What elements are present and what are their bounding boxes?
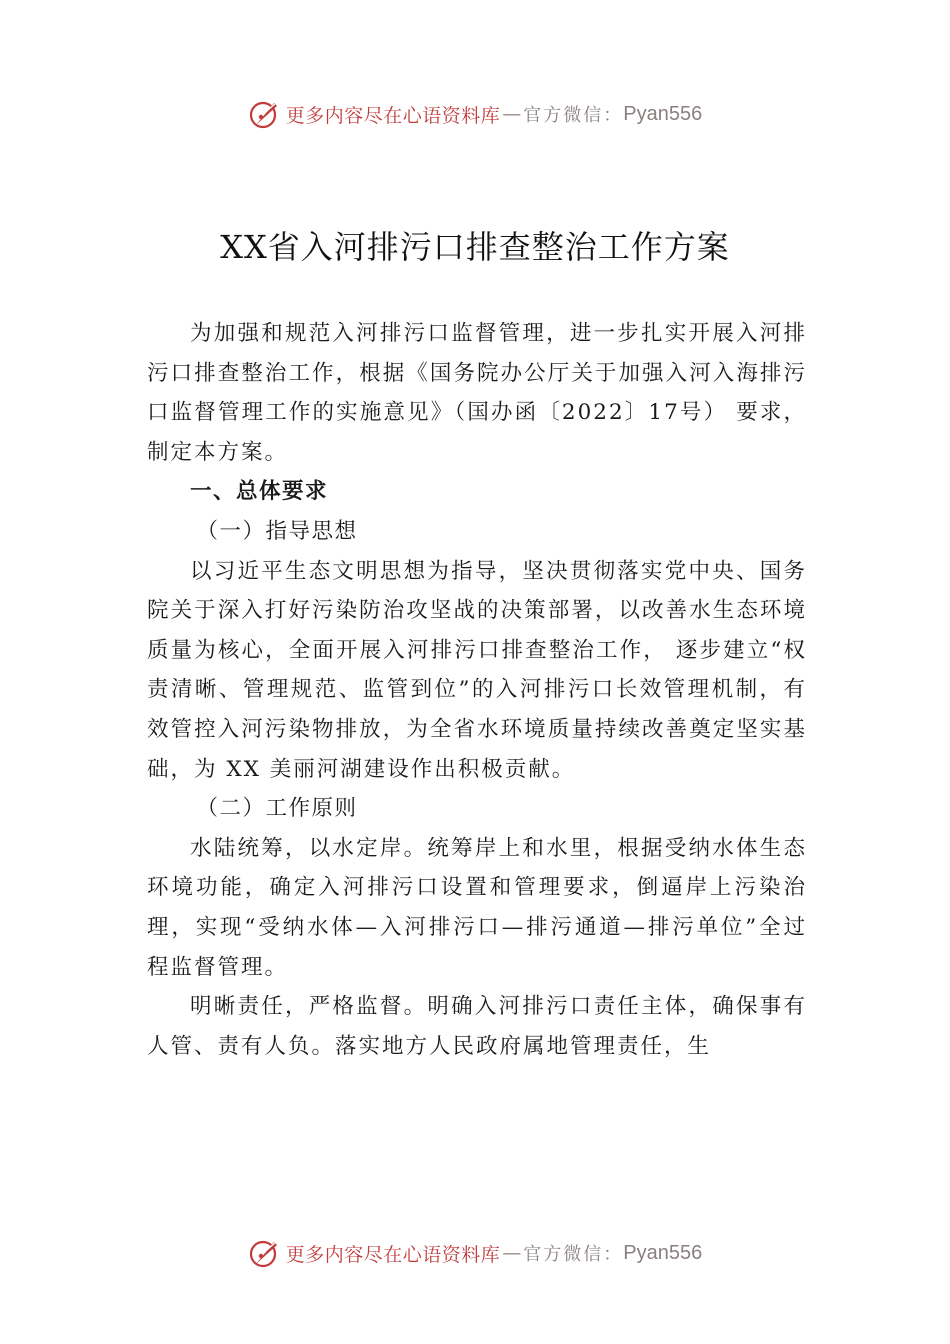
footer-banner bbox=[0, 1233, 950, 1273]
banner-label: 官方微信： bbox=[523, 105, 624, 126]
body-paragraph: 明晰责任，严格监督。明确入河排污口责任主体，确保事有人管、责有人负。落实地方人民政府属地管理责任，生 bbox=[147, 994, 807, 1059]
banner-label: 官方微信： bbox=[523, 1244, 624, 1265]
header-banner bbox=[0, 94, 950, 134]
banner-wechat-id: Pyan556 bbox=[623, 102, 703, 125]
banner-main-text: 更多内容尽在心语资料库 bbox=[285, 1243, 501, 1266]
body-paragraph: 水陆统筹，以水定岸。统筹岸上和水里，根据受纳水体生态环境功能，确定入河排污口设置和管理要求，倒逼岸上污染治理，实现“受纳水体—入河排污口—排污通道—排污单位”全过程监督管理。 bbox=[147, 835, 807, 980]
banner-main-text: 更多内容尽在心语资料库 bbox=[285, 104, 501, 127]
subsection-heading: （二）工作原则 bbox=[196, 796, 358, 822]
banner-separator: — bbox=[502, 1242, 522, 1264]
quill-logo-icon bbox=[248, 1236, 282, 1270]
banner-separator: — bbox=[502, 103, 522, 125]
banner-wechat-id: Pyan556 bbox=[623, 1241, 703, 1264]
body-paragraph: 以习近平生态文明思想为指导，坚决贯彻落实党中央、国务院关于深入打好污染防治攻坚战的决策部署，以改善水生态环境质量为核心，全面开展入河排污口排查整治工作， 逐步建立“权责清晰、管理规范、监管到位”的入河排污口长效管理机制，有效管控入河污染物排放，为全省水环境质量持续改善奠定坚实基础，为 XX 美丽河湖建设作出积极贡献。 bbox=[147, 558, 807, 782]
section-heading: 一、总体要求 bbox=[190, 479, 329, 505]
subsection-heading: （一）指导思想 bbox=[196, 518, 358, 544]
document-body bbox=[147, 314, 807, 1066]
quill-logo-icon bbox=[248, 97, 282, 131]
document-title: XX省入河排污口排查整治工作方案 bbox=[220, 228, 730, 266]
intro-paragraph: 为加强和规范入河排污口监督管理，进一步扎实开展入河排污口排查整治工作，根据《国务院办公厅关于加强入河入海排污口监督管理工作的实施意见》（国办函〔2022〕17号） 要求，制定本方案。 bbox=[147, 321, 807, 465]
